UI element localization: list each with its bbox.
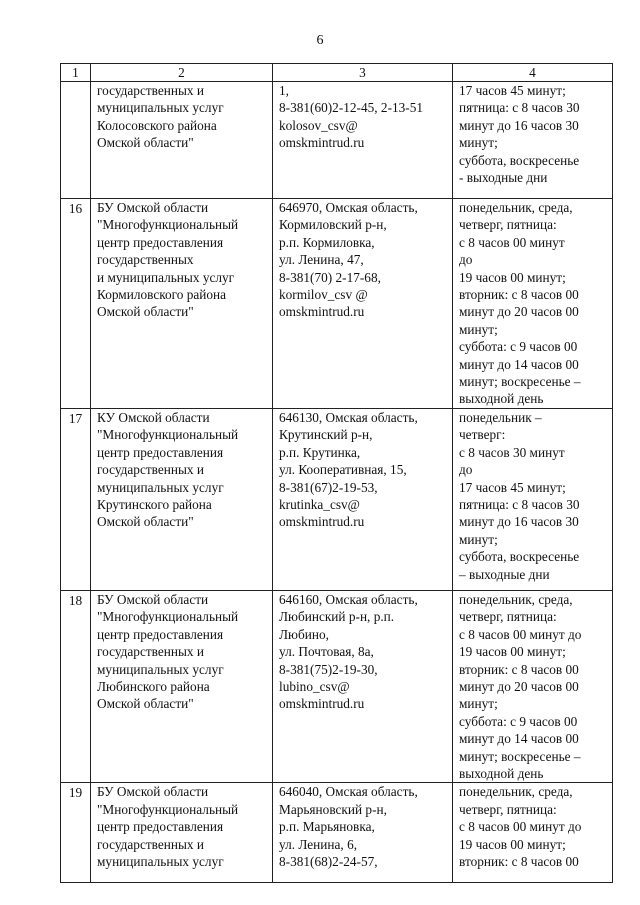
- address-line: ул. Кооперативная, 15,: [279, 462, 407, 478]
- working-hours-cell: [453, 199, 613, 409]
- address-line: omskmintrud.ru: [279, 696, 365, 712]
- hours-line: минут; воскресенье –: [459, 748, 581, 764]
- org-name-line: Омской области": [97, 696, 194, 712]
- hours-line: вторник: с 8 часов 00: [459, 853, 579, 869]
- org-name-line: муниципальных услуг: [97, 661, 224, 677]
- hours-line: минут;: [459, 531, 498, 547]
- org-name-line: центр предоставления: [97, 819, 224, 835]
- hours-line: суббота: с 9 часов 00: [459, 339, 578, 355]
- org-name-line: Кормиловского района: [97, 287, 227, 303]
- hours-line: – выходные дни: [459, 566, 550, 582]
- address-line: Кормиловский р-н,: [279, 217, 387, 233]
- address-line: omskmintrud.ru: [279, 304, 365, 320]
- address-line: р.п. Кормиловка,: [279, 234, 375, 250]
- organization-name-cell: [91, 783, 273, 883]
- hours-line: минут до 16 часов 30: [459, 514, 579, 530]
- hours-line: выходной день: [459, 391, 544, 407]
- row-number: 18: [61, 590, 91, 782]
- organization-name-cell: [91, 199, 273, 409]
- org-name-line: Колосовского района: [97, 117, 217, 133]
- address-contacts-cell: [273, 199, 453, 409]
- organization-name-cell: [91, 82, 273, 199]
- table-body: [61, 82, 613, 883]
- org-name-line: муниципальных услуг: [97, 479, 224, 495]
- hours-line: минут до 14 часов 00: [459, 731, 579, 747]
- address-line: 8-381(67)2-19-53,: [279, 479, 378, 495]
- hours-line: понедельник, среда,: [459, 784, 573, 800]
- org-name-line: государственных и: [97, 644, 205, 660]
- hours-line: минут;: [459, 321, 498, 337]
- page-number: 6: [316, 33, 324, 48]
- org-name-line: БУ Омской области: [97, 784, 209, 800]
- org-name-line: государственных: [97, 252, 194, 268]
- table-header: [61, 64, 613, 82]
- table-row: [61, 82, 613, 199]
- header-col-2: 2: [91, 64, 273, 82]
- hours-line: 17 часов 45 минут;: [459, 83, 566, 98]
- hours-line: минут до 16 часов 30: [459, 117, 579, 133]
- row-number: 17: [61, 408, 91, 590]
- hours-line: суббота: с 9 часов 00: [459, 713, 578, 729]
- hours-line: суббота, воскресенье: [459, 549, 580, 565]
- mfc-table: [60, 63, 613, 883]
- hours-line: понедельник, среда,: [459, 591, 573, 607]
- address-line: ул. Ленина, 47,: [279, 252, 364, 268]
- org-name-line: и муниципальных услуг: [97, 269, 235, 285]
- hours-line: четверг:: [459, 427, 506, 443]
- hours-line: с 8 часов 00 минут до: [459, 626, 582, 642]
- hours-line: с 8 часов 30 минут: [459, 444, 565, 460]
- org-name-line: КУ Омской области: [97, 409, 210, 425]
- hours-line: с 8 часов 00 минут: [459, 234, 565, 250]
- hours-line: 19 часов 00 минут;: [459, 836, 566, 852]
- address-contacts-cell: [273, 590, 453, 782]
- address-line: lubino_csv@: [279, 678, 350, 694]
- address-line: Любинский р-н, р.п.: [279, 609, 395, 625]
- org-name-line: "Многофункциональный: [97, 609, 239, 625]
- address-line: omskmintrud.ru: [279, 135, 365, 151]
- org-name-line: "Многофункциональный: [97, 217, 239, 233]
- address-line: Крутинский р-н,: [279, 427, 373, 443]
- org-name-line: Крутинского района: [97, 496, 212, 512]
- hours-line: суббота, воскресенье: [459, 152, 580, 168]
- working-hours-cell: [453, 408, 613, 590]
- address-contacts-cell: [273, 783, 453, 883]
- address-line: ул. Почтовая, 8а,: [279, 644, 374, 660]
- address-line: omskmintrud.ru: [279, 514, 365, 530]
- organization-name-cell: [91, 408, 273, 590]
- org-name-line: центр предоставления: [97, 234, 224, 250]
- header-col-3: 3: [273, 64, 453, 82]
- hours-line: минут;: [459, 696, 498, 712]
- org-name-line: Омской области": [97, 304, 194, 320]
- address-line: 646040, Омская область,: [279, 784, 418, 800]
- hours-line: четверг, пятница:: [459, 217, 557, 233]
- table-row: [61, 408, 613, 590]
- address-contacts-cell: [273, 408, 453, 590]
- hours-line: вторник: с 8 часов 00: [459, 661, 579, 677]
- hours-line: понедельник, среда,: [459, 200, 573, 215]
- hours-line: четверг, пятница:: [459, 801, 557, 817]
- hours-line: 19 часов 00 минут;: [459, 644, 566, 660]
- address-line: 8-381(70) 2-17-68,: [279, 269, 381, 285]
- header-col-1: 1: [61, 64, 91, 82]
- address-line: Марьяновский р-н,: [279, 801, 387, 817]
- address-line: kormilov_csv @: [279, 287, 368, 303]
- hours-line: минут;: [459, 135, 498, 151]
- address-contacts-cell: [273, 82, 453, 199]
- hours-line: выходной день: [459, 765, 544, 781]
- address-line: 646160, Омская область,: [279, 591, 418, 607]
- hours-line: минут до 20 часов 00: [459, 304, 579, 320]
- working-hours-cell: [453, 590, 613, 782]
- table-row: [61, 199, 613, 409]
- address-line: 8-381(60)2-12-45, 2-13-51: [279, 100, 424, 116]
- address-line: 1,: [279, 83, 289, 98]
- table-row: [61, 590, 613, 782]
- hours-line: до: [459, 252, 473, 268]
- row-number: [61, 82, 91, 199]
- address-line: 646130, Омская область,: [279, 409, 418, 425]
- hours-line: пятница: с 8 часов 30: [459, 100, 580, 116]
- address-line: 646970, Омская область,: [279, 200, 418, 215]
- org-name-line: центр предоставления: [97, 626, 224, 642]
- org-name-line: БУ Омской области: [97, 200, 209, 215]
- row-number: 19: [61, 783, 91, 883]
- org-name-line: государственных и: [97, 836, 205, 852]
- address-line: kolosov_csv@: [279, 117, 358, 133]
- address-line: Любино,: [279, 626, 329, 642]
- hours-line: минут до 20 часов 00: [459, 678, 579, 694]
- organization-name-cell: [91, 590, 273, 782]
- hours-line: понедельник –: [459, 409, 542, 425]
- org-name-line: центр предоставления: [97, 444, 224, 460]
- org-name-line: муниципальных услуг: [97, 853, 224, 869]
- org-name-line: Омской области": [97, 135, 194, 151]
- hours-line: 17 часов 45 минут;: [459, 479, 566, 495]
- org-name-line: Любинского района: [97, 678, 210, 694]
- address-line: р.п. Марьяновка,: [279, 819, 375, 835]
- org-name-line: муниципальных услуг: [97, 100, 224, 116]
- address-line: 8-381(75)2-19-30,: [279, 661, 378, 677]
- org-name-line: "Многофункциональный: [97, 427, 239, 443]
- address-line: krutinka_csv@: [279, 496, 360, 512]
- address-line: р.п. Крутинка,: [279, 444, 361, 460]
- working-hours-cell: [453, 82, 613, 199]
- org-name-line: "Многофункциональный: [97, 801, 239, 817]
- hours-line: четверг, пятница:: [459, 609, 557, 625]
- hours-line: - выходные дни: [459, 170, 548, 186]
- hours-line: минут до 14 часов 00: [459, 356, 579, 372]
- table-row: [61, 783, 613, 883]
- hours-line: 19 часов 00 минут;: [459, 269, 566, 285]
- header-row: [61, 64, 613, 82]
- address-line: 8-381(68)2-24-57,: [279, 853, 378, 869]
- org-name-line: Омской области": [97, 514, 194, 530]
- hours-line: пятница: с 8 часов 30: [459, 496, 580, 512]
- org-name-line: государственных и: [97, 83, 205, 98]
- header-col-4: 4: [453, 64, 613, 82]
- row-number: 16: [61, 199, 91, 409]
- address-line: ул. Ленина, 6,: [279, 836, 358, 852]
- org-name-line: БУ Омской области: [97, 591, 209, 607]
- hours-line: вторник: с 8 часов 00: [459, 287, 579, 303]
- org-name-line: государственных и: [97, 462, 205, 478]
- hours-line: с 8 часов 00 минут до: [459, 819, 582, 835]
- working-hours-cell: [453, 783, 613, 883]
- hours-line: до: [459, 462, 473, 478]
- hours-line: минут; воскресенье –: [459, 374, 581, 390]
